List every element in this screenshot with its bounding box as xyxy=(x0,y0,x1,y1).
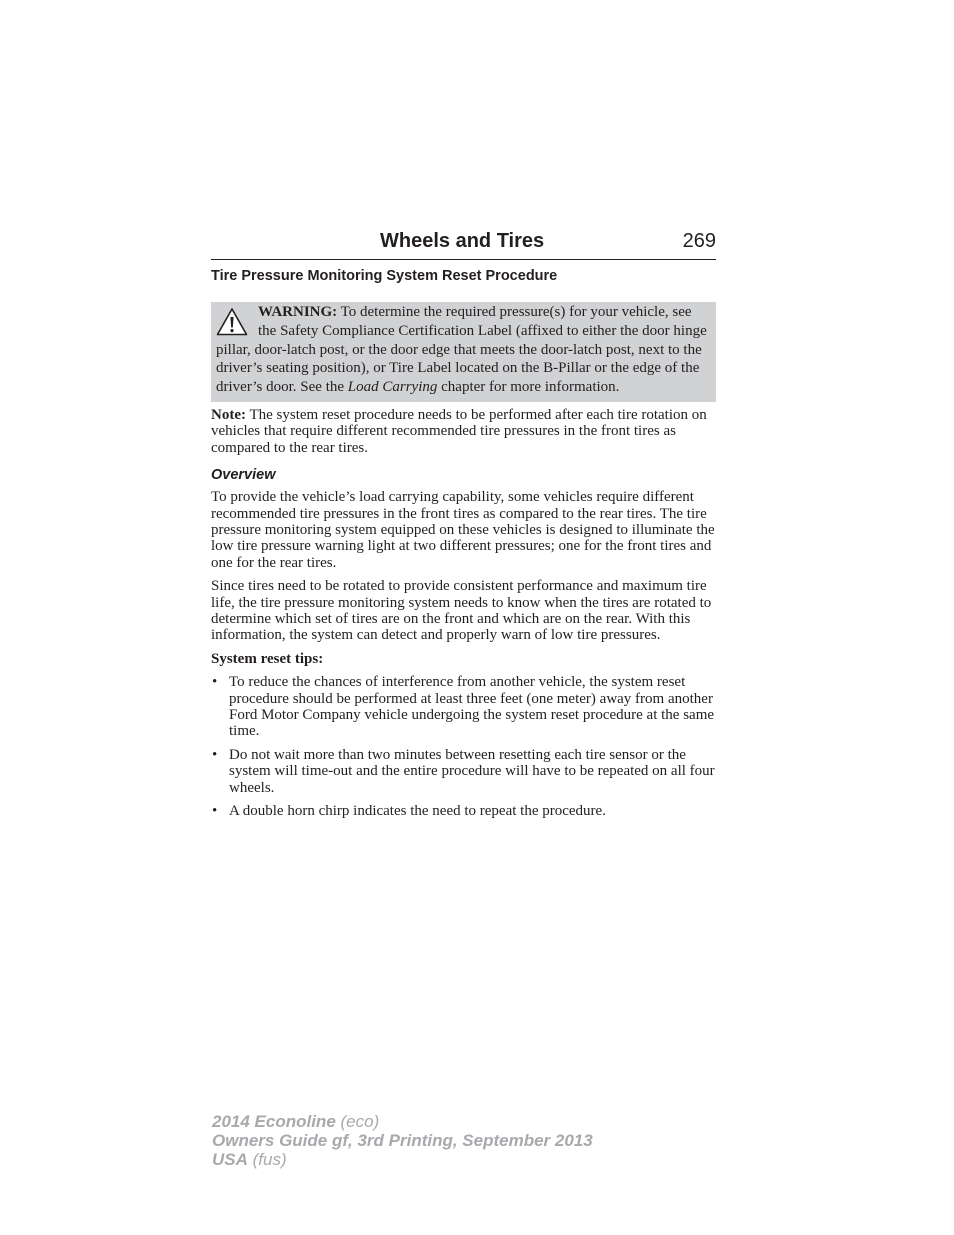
list-item xyxy=(211,674,716,740)
page-footer xyxy=(212,1112,593,1169)
warning-text: To determine the required pressure(s) for your vehicle, see the Safety Compliance Certification Label (affixed to either the door hinge pillar, door-latch post, or the door edge that meets the door-latch post, next to the driver’s seating position), or Tire Label located on the B-Pillar or the edge of the driver’s door. See the xyxy=(216,304,707,396)
footer-printing: Owners Guide gf, 3rd Printing, September 2013 xyxy=(212,1131,593,1150)
warning-label: WARNING: xyxy=(258,304,338,320)
tips-list xyxy=(211,674,716,819)
bullet: • xyxy=(212,674,218,691)
overview-paragraph-2: Since tires need to be rotated to provide consistent performance and maximum tire life, the tire pressure monitoring system needs to know when the tires are rotated to determine which set of tires are on the front and which are on the rear. With this information, the system can detect and properly warn of low tire pressures. xyxy=(211,578,712,644)
footer-model-line xyxy=(212,1112,593,1131)
footer-model: 2014 Econoline xyxy=(212,1112,336,1131)
overview-paragraph-1: To provide the vehicle’s load carrying capability, some vehicles require different recommended tire pressures in the front tires as compared to the rear tires. The tire pressure monitoring system equipped on these vehicles is designed to illuminate the low tire pressure warning light at two different pressures; one for the front tires and one for the rear tires. xyxy=(211,489,715,571)
note-paragraph xyxy=(211,407,716,456)
footer-market-code: (fus) xyxy=(247,1150,287,1169)
page-content xyxy=(211,267,716,827)
list-item-text: To reduce the chances of interference from another vehicle, the system reset procedure should be performed at least three feet (one meter) away from another Ford Motor Company vehicle undergoing the system reset procedure at the same time. xyxy=(229,674,715,740)
list-item-text: Do not wait more than two minutes between resetting each tire sensor or the system will time-out and the entire procedure will have to be repeated on all four wheels. xyxy=(229,746,715,796)
chapter-title: Wheels and Tires xyxy=(380,230,545,252)
note-label: Note: xyxy=(211,406,246,423)
list-item-text: A double horn chirp indicates the need to repeat the procedure. xyxy=(229,803,606,820)
section-title: Tire Pressure Monitoring System Reset Procedure xyxy=(211,268,558,284)
list-item xyxy=(211,747,716,796)
page-number: 269 xyxy=(682,230,716,252)
tips-label: System reset tips: xyxy=(211,650,324,667)
warning-text-end: chapter for more information. xyxy=(437,379,620,396)
note-text: The system reset procedure needs to be performed after each tire rotation on vehicles that require different recommended tire pressures in the front tires as compared to the rear tires. xyxy=(211,406,707,456)
load-carrying-reference: Load Carrying xyxy=(347,379,438,396)
bullet: • xyxy=(212,803,218,820)
footer-market: USA xyxy=(212,1150,248,1169)
warning-box xyxy=(211,302,716,402)
footer-market-line xyxy=(212,1150,593,1169)
list-item xyxy=(211,803,716,819)
bullet: • xyxy=(212,746,218,763)
overview-heading: Overview xyxy=(211,467,276,484)
footer-model-code: (eco) xyxy=(335,1112,380,1131)
warning-triangle-icon xyxy=(216,307,248,337)
page-header xyxy=(211,228,716,260)
